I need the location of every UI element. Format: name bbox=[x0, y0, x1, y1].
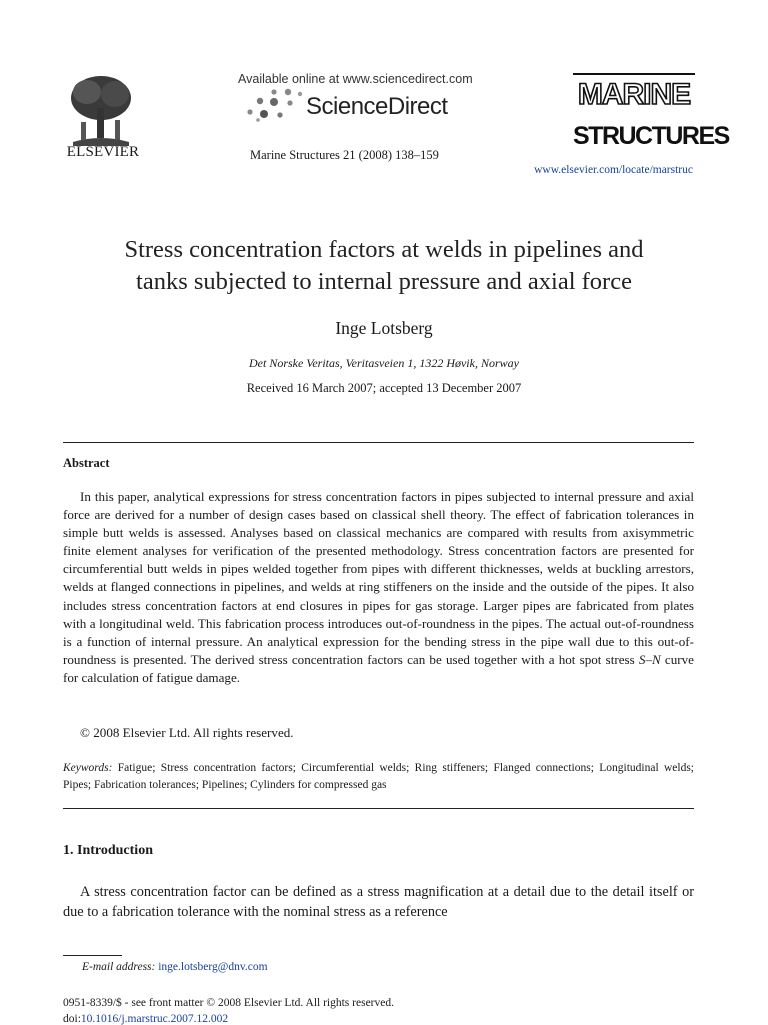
article-title-line2: tanks subjected to internal pressure and axial force bbox=[136, 268, 632, 295]
abstract-heading: Abstract bbox=[63, 456, 110, 470]
abstract-text bbox=[63, 488, 694, 687]
article-title-line1: Stress concentration factors at welds in pipelines and bbox=[124, 236, 644, 263]
abstract-bottom-rule bbox=[63, 808, 694, 809]
email-link[interactable]: inge.lotsberg@dnv.com bbox=[158, 961, 268, 973]
footnote-email bbox=[82, 961, 268, 973]
abstract-copyright: © 2008 Elsevier Ltd. All rights reserved. bbox=[80, 725, 294, 740]
journal-logo-line2: STRUCTURES bbox=[573, 122, 729, 150]
front-matter-notice: 0951-8339/$ - see front matter © 2008 Elsevier Ltd. All rights reserved. bbox=[63, 997, 394, 1009]
sciencedirect-name: ScienceDirect bbox=[306, 93, 448, 120]
journal-logo-line1: MARINE bbox=[577, 78, 691, 111]
abstract-text-part2: curve for calculation of fatigue damage. bbox=[63, 651, 694, 685]
email-label: E-mail address: bbox=[82, 961, 156, 973]
available-online-text: Available online at www.sciencedirect.com bbox=[238, 72, 473, 86]
abstract-text-part1: In this paper, analytical expressions for stress concentration factors in pipes subjected to internal pressure and axial force are derived for a number of design cases based on classical shell theory. The effect of fabrication tolerances in simple butt welds is assessed. Analyses based on classical mechanics are compared with results from axisymmetric finite element analyses for verification of the presented methodology. Stress concentration factors are presented for circumferential butt welds in pipes welded together from pipes with different thicknesses, welds at buckling arrestors, welds at flanged connections in pipelines, and welds at ring stiffeners on the inside and the outside of the pipes. It also includes stress concentration factors at end closures in pipes for gas storage. Larger pipes are fabricated from plates with a longitudinal weld. This fabrication process introduces out-of-roundness in the pipes. The actual out-of-roundness is a function of internal pressure. An analytical expression for the bending stress in the pipe wall due to this out-of-roundness is presented. The derived stress concentration factors can be used together with a hot spot stress bbox=[63, 489, 694, 667]
author-affiliation: Det Norske Veritas, Veritasveien 1, 1322 Høvik, Norway bbox=[249, 356, 519, 370]
journal-url-link[interactable]: www.elsevier.com/locate/marstruc bbox=[534, 164, 693, 176]
journal-reference: Marine Structures 21 (2008) 138–159 bbox=[250, 148, 439, 162]
doi-label: doi: bbox=[63, 1013, 81, 1025]
sciencedirect-dots-icon bbox=[244, 88, 308, 122]
abstract-sn-curve: S–N bbox=[638, 651, 661, 667]
keywords-text: Fatigue; Stress concentration factors; Circumferential welds; Ring stiffeners; Flanged connections; Longitudinal welds; Pipes; Fabrication tolerances; Pipelines; Cylinders for compressed gas bbox=[63, 762, 694, 791]
keywords-label: Keywords: bbox=[63, 762, 113, 774]
article-title bbox=[40, 234, 728, 298]
keywords bbox=[63, 760, 694, 794]
doi-line bbox=[63, 1013, 228, 1025]
received-dates: Received 16 March 2007; accepted 13 December 2007 bbox=[246, 381, 522, 395]
publisher-name: ELSEVIER bbox=[66, 144, 140, 160]
section-heading-introduction: 1. Introduction bbox=[63, 843, 153, 858]
author-name: Inge Lotsberg bbox=[335, 318, 433, 338]
doi-link[interactable]: 10.1016/j.marstruc.2007.12.002 bbox=[80, 1013, 229, 1025]
footnote-rule bbox=[63, 955, 122, 956]
abstract-top-rule bbox=[63, 442, 694, 443]
introduction-text: A stress concentration factor can be defined as a stress magnification at a detail due to the detail itself or due to a fabrication tolerance with the nominal stress as a reference bbox=[63, 884, 694, 920]
